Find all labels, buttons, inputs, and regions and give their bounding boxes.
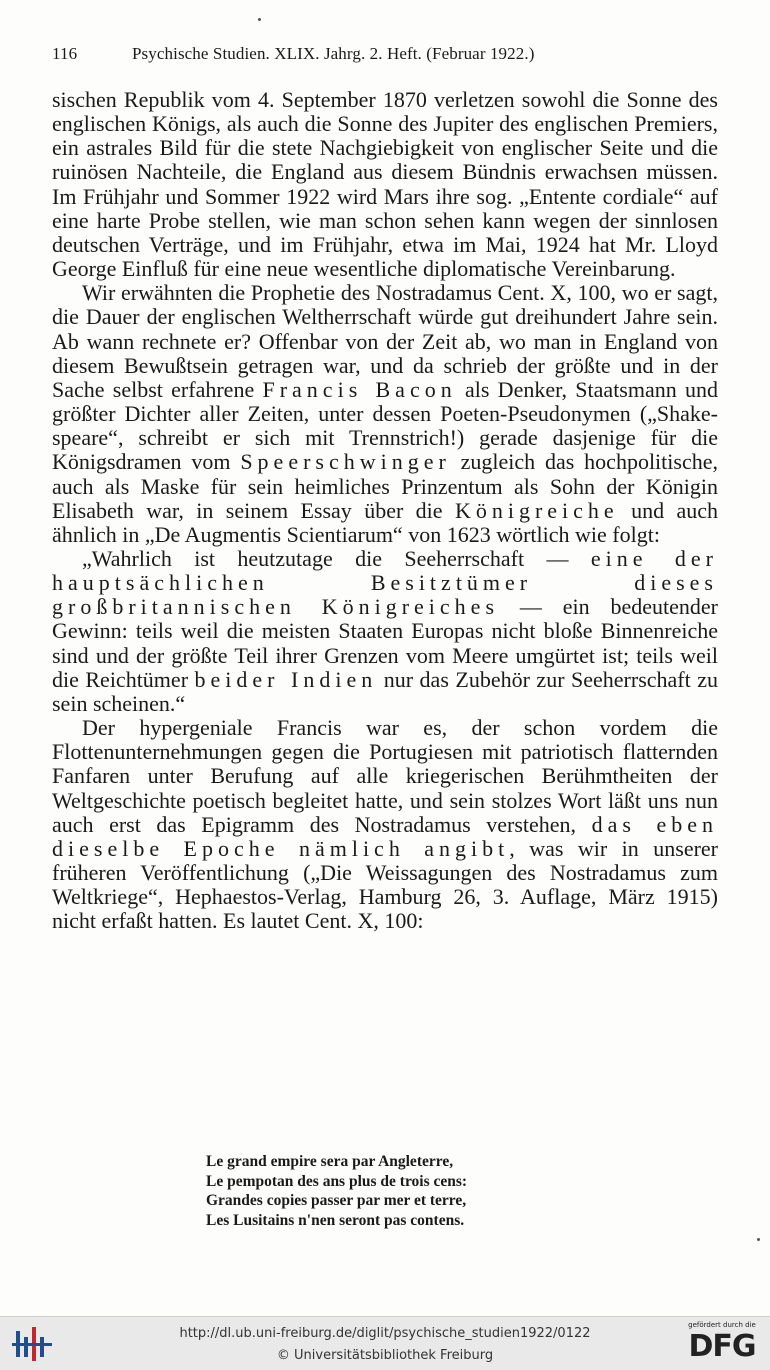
spaced-emphasis: das eben dieselbe Epoche nämlich angibt bbox=[52, 811, 719, 861]
verse-line: Les Lusitains n'nen seront pas contens. bbox=[206, 1211, 465, 1229]
verse-line: Le pempotan des ans plus de trois cens: bbox=[206, 1172, 468, 1190]
paragraph bbox=[52, 547, 718, 716]
verse-line: Grandes copies passer par mer et terre, bbox=[206, 1192, 467, 1209]
spaced-emphasis: Speerschwinger bbox=[240, 449, 451, 475]
page-number: 116 bbox=[52, 44, 78, 63]
scan-speck bbox=[757, 1238, 760, 1241]
text-run: — ein bedeutender Gewinn: teils weil die meisten Staaten Europas nicht bloße Binnenreiche sind und der größte Teil ihrer Grenzen vom Meere umgürtet ist; teils weil die Reichtümer bbox=[52, 594, 719, 692]
dfg-tagline: gefördert durch die bbox=[688, 1321, 756, 1329]
spaced-emphasis: Königreiche bbox=[454, 497, 619, 523]
text-run: Wir erwähnten die Prophetie des Nostradamus Cent. X, 100, wo er sagt, die Dauer der englischen Weltherrschaft würde gut dreihundert Jahre sein. Ab wann rechnete er? Offenbar von der Zeit ab, wo man in England von diesem Bewußtsein getragen war, und da schrieb der größte und in der Sache selbst erfahrene bbox=[52, 280, 718, 402]
text-run: sischen Republik vom 4. September 1870 verletzen sowohl die Sonne des englischen Königs, als auch die Sonne des Jupiter des englischen Premiers, ein astrales Bild für die stete Nachgiebigkeit von englischer Seite und die ruinösen Nachteile, die England aus diesem Bündnis erwachsen müssen. Im Frühjahr und Sommer 1922 wird Mars ihre sog. „Entente cordiale“ auf eine harte Probe stellen, wie man schon sehen kann wegen der sinnlosen deutschen Verträge, und im Frühjahr, etwa im Mai, 1924 hat Mr. Lloyd George Einfluß für eine neue wesentliche diplomatische Vereinbarung. bbox=[52, 87, 718, 282]
viewer-footer bbox=[0, 1316, 770, 1370]
text-run: zugleich das hochpolitische, auch als Maske für sein heimliches Prinzentum als Sohn der Königin Elisabeth war, in seinem Essay über die bbox=[52, 449, 718, 523]
paragraph bbox=[52, 716, 718, 933]
running-header bbox=[52, 44, 722, 64]
paragraph bbox=[52, 88, 718, 281]
dfg-logo-icon: DFG bbox=[688, 1329, 756, 1364]
verse-line: Le grand empire sera par Angleterre, bbox=[206, 1153, 454, 1170]
text-run: als Denker, Staatsmann und größter Dichter aller Zeiten, unter dessen Poeten-Pseudonymen („Shake-speare“, schreibt er sich mit Trennstrich!) gerade dasjenige für die Königsdramen vom bbox=[52, 376, 719, 475]
running-title: Psychische Studien. XLIX. Jahrg. 2. Heft. (Februar 1922.) bbox=[132, 44, 535, 63]
spaced-emphasis: beider Indien bbox=[194, 666, 378, 692]
source-url[interactable]: http://dl.ub.uni-freiburg.de/diglit/psychische_studien1922/0122 bbox=[179, 1326, 591, 1341]
text-run: , was wir in unserer früheren Veröffentlichung („Die Weissagungen des Nostradamus zum Weltkriege“, Hephaestos-Verlag, Hamburg 26, 3. Auflage, März 1915) nicht erfaßt hatten. Es lautet Cent. X, 100: bbox=[52, 835, 718, 934]
nostradamus-quatrain bbox=[206, 1152, 626, 1230]
body-text bbox=[52, 88, 718, 933]
text-run: Der hypergeniale Francis war es, der schon vordem die Flottenunternehmungen gegen die Portugiesen mit patriotisch flatternden Fanfaren unter Berufung auf alle kriegerischen Berühmtheiten der Weltgeschichte poetisch begleitet hatte, und sein stolzes Wort läßt uns nun auch erst das Epigramm des Nostradamus verstehen, bbox=[52, 715, 718, 837]
spaced-emphasis: eine der hauptsächlichen Besitztümer dieses großbritannischen Königreiches bbox=[52, 545, 719, 620]
text-run: „Wahrlich ist heutzutage die Seeherrschaft — bbox=[82, 545, 591, 571]
copyright-notice: © Universitätsbibliothek Freiburg bbox=[276, 1348, 494, 1363]
spaced-emphasis: Francis Bacon bbox=[262, 376, 457, 402]
text-run: und auch ähnlich in „De Augmentis Scientiarum“ von 1623 wörtlich wie folgt: bbox=[52, 497, 719, 547]
scan-speck bbox=[258, 18, 261, 21]
text-run: nur das Zubehör zur Seeherrschaft zu sein scheinen.“ bbox=[52, 666, 719, 716]
paragraph bbox=[52, 281, 718, 547]
